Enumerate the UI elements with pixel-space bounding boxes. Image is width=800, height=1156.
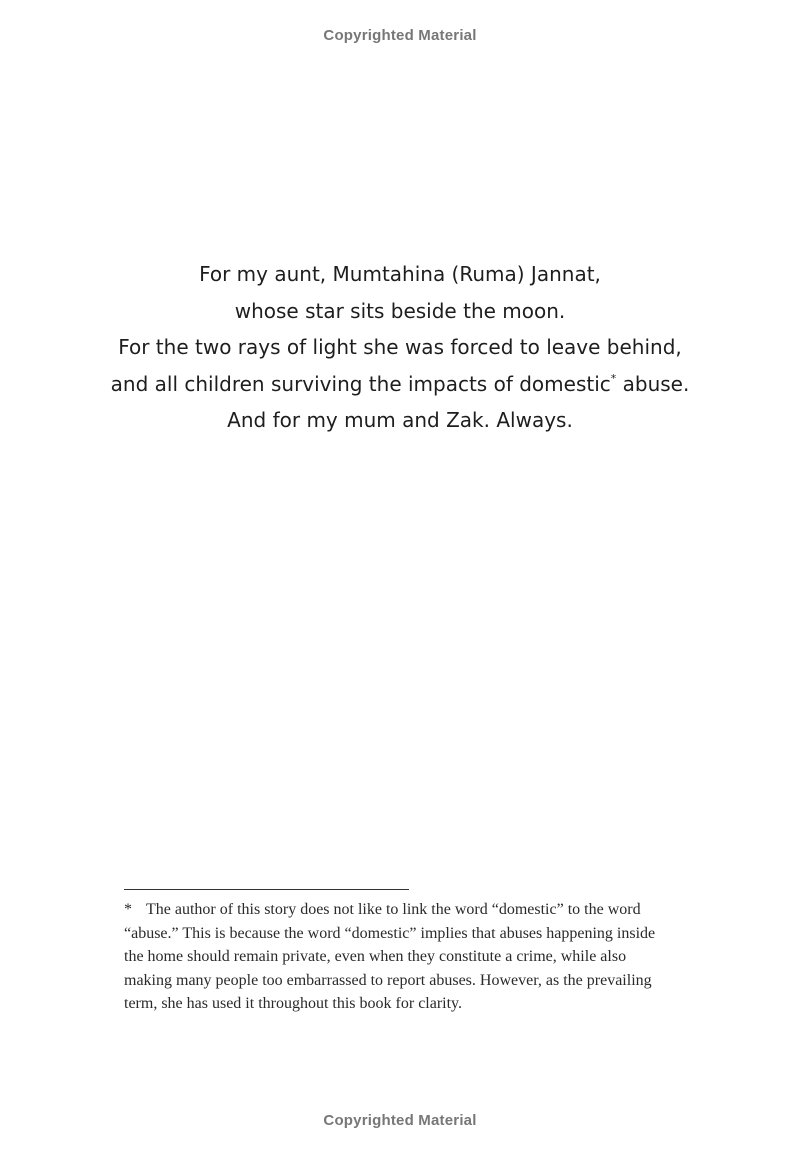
dedication-line-1: For my aunt, Mumtahina (Ruma) Jannat, — [199, 262, 601, 286]
dedication-line-4-text: and all children surviving the impacts of domestic — [110, 371, 611, 396]
dedication-line-4-tail: abuse. — [616, 371, 690, 396]
dedication-line-2: whose star sits beside the moon. — [234, 298, 566, 323]
footnote-marker: * — [124, 901, 132, 918]
dedication — [0, 256, 800, 439]
dedication-line-5: And for my mum and Zak. Always. — [227, 408, 573, 432]
dedication-line-4 — [0, 366, 800, 403]
copyright-watermark-bottom: Copyrighted Material — [323, 1112, 477, 1129]
footnote-separator-rule — [124, 889, 409, 890]
footnote-reference-marker: * — [610, 371, 617, 385]
dedication-line-3: For the two rays of light she was forced to leave behind, — [118, 335, 682, 359]
footnote-line-1-text: The author of this story does not like to link the word “domestic” to the word — [146, 901, 641, 918]
footnote-line-5: term, she has used it throughout this book for clarity. — [124, 995, 463, 1013]
footnote-line-4: making many people too embarrassed to report abuses. However, as the prevailing — [124, 971, 652, 989]
footnote-line-3: the home should remain private, even when they constitute a crime, while also — [124, 948, 627, 966]
footnote — [124, 898, 670, 1016]
footnote-line-2: “abuse.” This is because the word “domestic” implies that abuses happening inside — [124, 924, 656, 942]
footnote-line-1 — [124, 898, 670, 922]
copyright-watermark-top: Copyrighted Material — [323, 27, 477, 44]
